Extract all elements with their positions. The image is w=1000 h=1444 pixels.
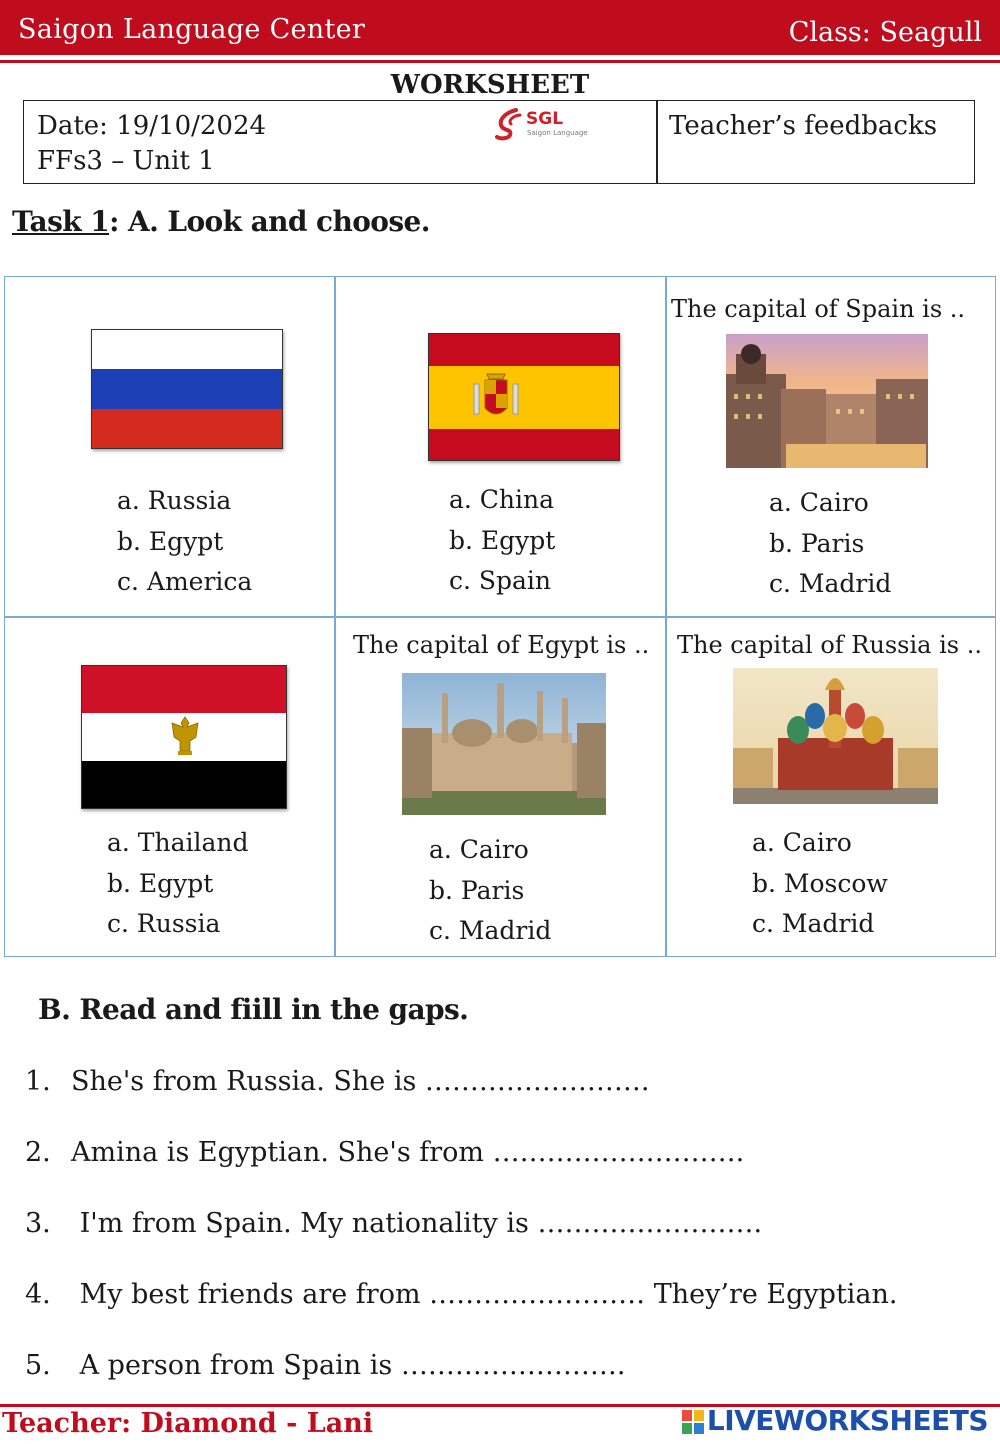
question-4 [25,1279,898,1310]
question-number: 1. [25,1066,51,1097]
options-list [752,823,888,945]
option-b[interactable]: b. Paris [429,875,525,905]
option-a[interactable]: a. Cairo [752,828,852,857]
moscow-cathedral-photo [733,668,938,804]
task1-instruction: : A. Look and choose. [109,205,430,238]
task1-label: Task 1 [12,205,110,238]
logo-text: SGL [526,109,564,129]
question-text[interactable]: Amina is Egyptian. She's from ………………………. [71,1137,745,1168]
question-number: 5. [25,1350,51,1381]
option-b[interactable]: b. Egypt [117,526,224,556]
unit-text: FFs3 – Unit 1 [37,146,215,176]
spain-coat-of-arms-icon [471,370,521,426]
logo-subtext: Saigon Language [527,129,588,137]
question-caption: The capital of Egypt is .. [353,631,650,659]
class-label: Class: Seagull [788,17,982,48]
spain-flag [428,333,620,461]
option-a[interactable]: a. Cairo [769,488,869,517]
option-c[interactable]: c. Spain [449,566,552,595]
header-divider [0,60,1000,63]
question-2 [25,1137,744,1168]
info-divider [656,101,658,183]
question-5 [25,1350,625,1381]
egypt-eagle-icon [168,715,202,757]
liveworksheets-brand[interactable] [682,1404,988,1437]
egypt-flag [81,665,287,809]
option-c[interactable]: c. Madrid [429,916,552,945]
question-1 [25,1066,650,1097]
sgl-swoosh-icon [494,107,526,141]
option-c[interactable]: c. Russia [107,909,221,938]
question-number: 3. [25,1208,51,1239]
question-text[interactable]: My best friends are from …………………… They’re Egyptian. [71,1279,898,1310]
option-c[interactable]: c. America [117,567,253,596]
option-b[interactable]: b. Egypt [449,525,556,555]
options-list [429,830,551,952]
question-caption: The capital of Russia is .. [677,631,982,659]
partB-title: B. Read and fiill in the gaps. [38,993,469,1026]
options-list [449,480,555,602]
option-c[interactable]: c. Madrid [752,909,875,938]
option-a[interactable]: a. Thailand [107,828,249,857]
russia-flag [91,329,283,449]
option-c[interactable]: c. Madrid [769,569,892,598]
brand-text: LIVEWORKSHEETS [706,1404,988,1437]
question-caption: The capital of Spain is .. [671,295,966,323]
choice-grid [4,276,996,957]
task1-title [12,205,430,238]
options-list [117,481,252,603]
sgl-logo [494,107,594,143]
header-bar [0,0,1000,55]
teacher-credit: Teacher: Diamond - Lani [2,1408,374,1439]
feedback-label: Teacher’s feedbacks [669,111,938,141]
cairo-mosque-photo [402,673,606,815]
question-text[interactable]: I'm from Spain. My nationality is ……………………. [71,1208,763,1239]
school-name: Saigon Language Center [18,14,366,45]
options-list [769,483,891,605]
info-box [23,100,975,184]
question-text[interactable]: A person from Spain is ……………………. [71,1350,626,1381]
option-a[interactable]: a. Cairo [429,835,529,864]
options-list [107,823,248,945]
option-b[interactable]: b. Egypt [107,868,214,898]
option-b[interactable]: b. Moscow [752,868,888,898]
option-b[interactable]: b. Paris [769,528,865,558]
question-number: 2. [25,1137,51,1168]
liveworksheets-logo-icon [682,1410,704,1434]
madrid-city-photo [726,334,928,468]
question-text[interactable]: She's from Russia. She is ……………………. [71,1066,650,1097]
question-number: 4. [25,1279,51,1310]
question-3 [25,1208,762,1239]
date-text: Date: 19/10/2024 [37,111,267,141]
option-a[interactable]: a. China [449,485,555,514]
option-a[interactable]: a. Russia [117,486,232,515]
grid-divider [5,616,995,618]
worksheet-title: WORKSHEET [390,70,590,100]
